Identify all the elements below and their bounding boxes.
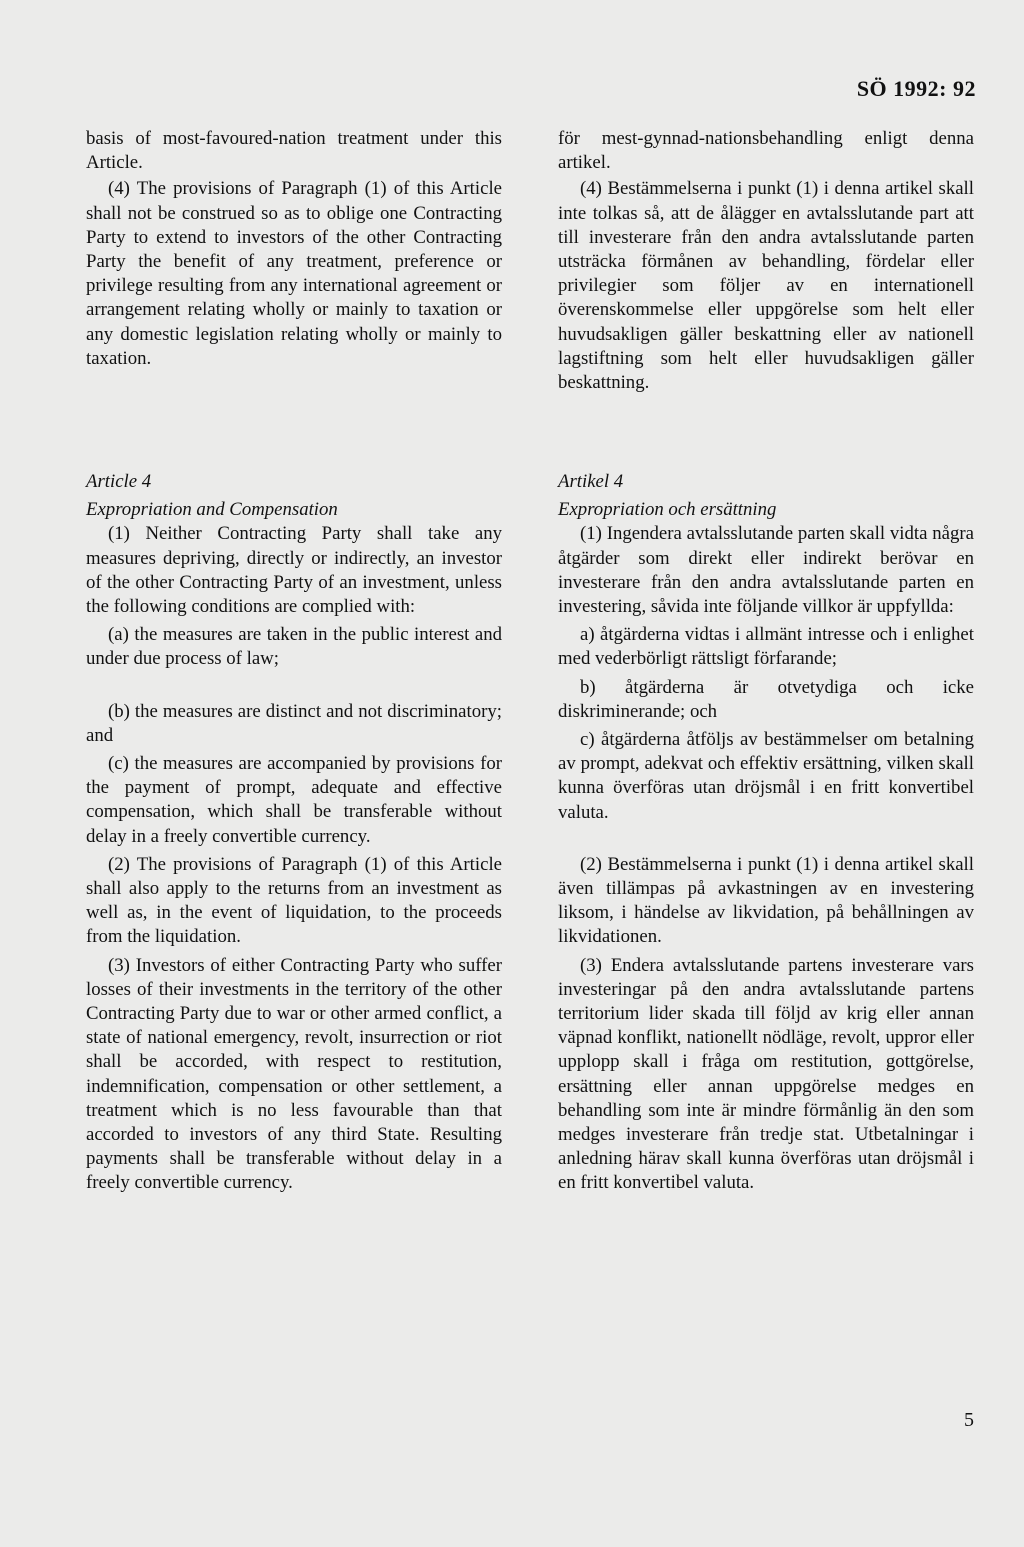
- sv-item-c: c) åtgärderna åtföljs av bestämmelser om betalning av prompt, adekvat och effektiv ersättning, vilken skall kunna överföras utan dröjsmål i en fritt konvertibel valuta.: [558, 729, 974, 823]
- sv-item-a: a) åtgärderna vidtas i allmänt intresse och i enlighet med vederbörligt rättsligt förfarande;: [558, 624, 974, 670]
- swedish-article-block: [558, 470, 974, 1196]
- sv-paragraph-4: (4) Bestämmelserna i punkt (1) i denna artikel skall inte tolkas så, att de ålägger en avtalsslutande part att till investerare från den andra avtalsslutande parten utsträcka förmånen av behandling, fördelar eller privilegier som följer av en internationell överenskommelse eller uppgörelse som helt eller huvudsakligen gäller beskattning eller av nationell lagstiftning som helt eller huvudsakligen gäller beskattning.: [558, 178, 974, 394]
- document-reference: SÖ 1992: 92: [856, 76, 976, 101]
- sv-paragraph-1: (1) Ingendera avtalsslutande parten skall vidta några åtgärder som direkt eller indirekt berövar en investerare från den andra avtalsslutande parten en investering, såvida inte följande villkor är uppfyllda:: [558, 523, 974, 618]
- en-item-b: (b) the measures are distinct and not discriminatory; and: [86, 700, 502, 746]
- english-article-block: [86, 470, 502, 1196]
- sv-article-label: Artikel 4: [558, 471, 624, 492]
- sv-continuation-text: för mest-gynnad-nationsbehandling enligt denna artikel.: [558, 128, 974, 174]
- en-article-label: Article 4: [86, 471, 152, 492]
- sv-item-b: b) åtgärderna är otvetydiga och icke diskriminerande; och: [558, 676, 974, 722]
- en-paragraph-1: (1) Neither Contracting Party shall take any measures depriving, directly or indirectly, an investor of the other Contracting Party of an investment, unless the following conditions are complied with:: [86, 523, 502, 618]
- page-number: 5: [964, 1409, 974, 1431]
- en-article-title: Expropriation and Compensation: [86, 499, 338, 521]
- sv-article-title: Expropriation och ersättning: [558, 499, 777, 521]
- en-item-c: (c) the measures are accompanied by provisions for the payment of prompt, adequate and effective compensation, which shall be transferable without delay in a freely convertible currency.: [86, 753, 502, 847]
- en-item-a: (a) the measures are taken in the public interest and under due process of law;: [86, 624, 502, 670]
- sv-paragraph-3: (3) Endera avtalsslutande partens investerare vars investeringar på den andra avtalsslutande partens territorium lider skada till följd av krig eller annan väpnad konflikt, nationellt nödläge, revolt, uppror eller upplopp skall i fråga om restitution, gottgörelse, ersättning eller annan uppgörelse medges en behandling som inte är mindre förmånlig än den som medges investerare från tredje stat. Utbetalningar i anledning härav skall kunna överföras utan dröjsmål i en fritt konvertibel valuta.: [558, 954, 974, 1194]
- en-paragraph-4: (4) The provisions of Paragraph (1) of this Article shall not be construed so as to oblige one Contracting Party to extend to investors of the other Contracting Party the benefit of any treatment, preference or privilege resulting from any international agreement or arrangement relating wholly or mainly to taxation or any domestic legislation relating wholly or mainly to taxation.: [86, 178, 502, 369]
- en-continuation-text: basis of most-favoured-nation treatment under this Article.: [86, 128, 502, 174]
- sv-paragraph-2: (2) Bestämmelserna i punkt (1) i denna artikel skall även tillämpas på avkastningen av en investering liksom, i händelse av likvidation, på behållningen av likvidationen.: [558, 853, 974, 948]
- en-paragraph-2: (2) The provisions of Paragraph (1) of this Article shall also apply to the returns from an investment as well as, in the event of liquidation, to the proceeds from the liquidation.: [86, 853, 502, 948]
- english-top-block: [86, 127, 502, 371]
- en-paragraph-3: (3) Investors of either Contracting Party who suffer losses of their investments in the territory of the other Contracting Party due to war or other armed conflict, a state of national emergency, revolt, insurrection or riot shall be accorded, with respect to restitution, indemnification, compensation or other settlement, a treatment which is no less favourable than that accorded to investors of any third State. Resulting payments shall be transferable without delay in a freely convertible currency.: [86, 954, 502, 1194]
- swedish-top-block: [558, 127, 974, 395]
